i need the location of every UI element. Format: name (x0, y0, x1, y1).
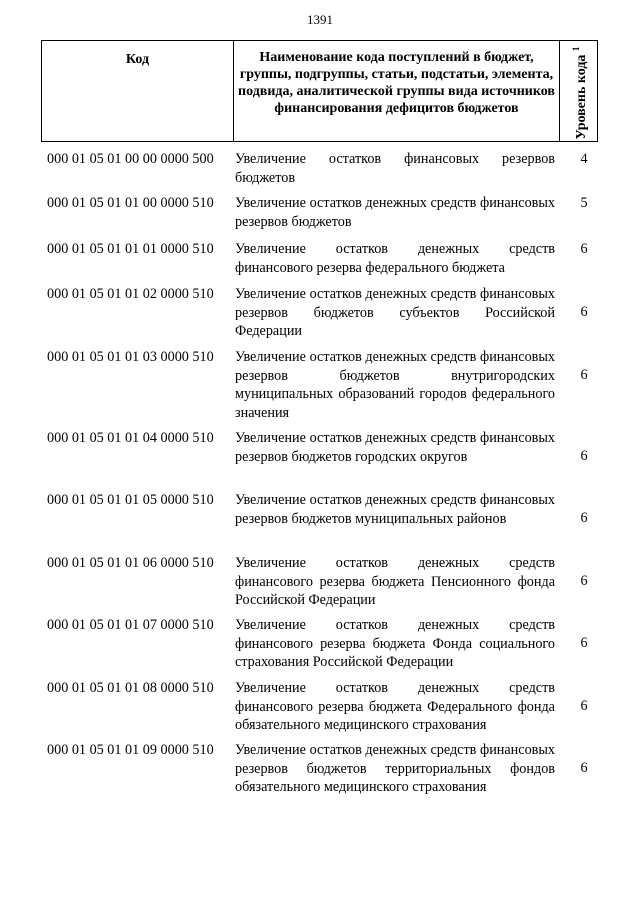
row-level: 6 (580, 241, 588, 257)
row-name: Увеличение остатков денежных средств финансовых резервов бюджетов (235, 195, 555, 230)
row-level: 6 (580, 367, 588, 383)
row-name: Увеличение остатков денежных средств финансовых резервов бюджетов внутригородских муниципальных образований городов федерального значения (235, 349, 555, 421)
row-level: 6 (580, 698, 588, 714)
table-header (41, 40, 598, 142)
header-level (569, 47, 589, 140)
row-name: Увеличение остатков денежных средств финансового резерва бюджета Фонда социального страхования Российской Федерации (235, 617, 555, 671)
row-level: 6 (580, 760, 588, 776)
row-code: 000 01 05 01 01 06 0000 510 (47, 555, 214, 571)
row-code: 000 01 05 01 01 02 0000 510 (47, 286, 214, 302)
row-code: 000 01 05 01 00 00 0000 500 (47, 151, 214, 167)
row-code: 000 01 05 01 01 05 0000 510 (47, 492, 214, 508)
row-name: Увеличение остатков финансовых резервов бюджетов (235, 151, 555, 186)
row-code: 000 01 05 01 01 09 0000 510 (47, 742, 214, 758)
row-code: 000 01 05 01 01 00 0000 510 (47, 195, 214, 211)
header-level-cell (559, 41, 597, 141)
row-level: 6 (580, 573, 588, 589)
row-level: 6 (580, 635, 588, 651)
row-name: Увеличение остатков денежных средств финансового резерва федерального бюджета (235, 241, 555, 276)
row-name: Увеличение остатков денежных средств финансовых резервов бюджетов муниципальных районов (235, 492, 555, 527)
page-number: 1391 (307, 12, 333, 27)
row-code: 000 01 05 01 01 04 0000 510 (47, 430, 214, 446)
row-code: 000 01 05 01 01 08 0000 510 (47, 680, 214, 696)
row-name: Увеличение остатков денежных средств финансовых резервов бюджетов территориальных фондов обязательного медицинского страхования (235, 742, 555, 796)
row-level: 4 (580, 151, 588, 167)
row-name: Увеличение остатков денежных средств финансового резерва бюджета Федерального фонда обязательного медицинского страхования (235, 680, 555, 734)
row-code: 000 01 05 01 01 01 0000 510 (47, 241, 214, 257)
row-level: 6 (580, 510, 588, 526)
header-name: Наименование кода поступлений в бюджет, группы, подгруппы, статьи, подстатьи, элемента, подвида, аналитической группы вида источников финансирования дефицитов бюджетов (233, 41, 559, 141)
header-level-footnote: 1 (570, 46, 581, 52)
row-name: Увеличение остатков денежных средств финансового резерва бюджета Пенсионного фонда Российской Федерации (235, 555, 555, 609)
row-level: 5 (580, 195, 588, 211)
row-name: Увеличение остатков денежных средств финансовых резервов бюджетов городских округов (235, 430, 555, 465)
row-code: 000 01 05 01 01 03 0000 510 (47, 349, 214, 365)
row-level: 6 (580, 304, 588, 320)
header-code: Код (125, 52, 150, 67)
header-level-label: Уровень кода (573, 54, 589, 140)
row-name: Увеличение остатков денежных средств финансовых резервов бюджетов субъектов Российской Федерации (235, 286, 555, 340)
row-code: 000 01 05 01 01 07 0000 510 (47, 617, 214, 633)
row-level: 6 (580, 448, 588, 464)
